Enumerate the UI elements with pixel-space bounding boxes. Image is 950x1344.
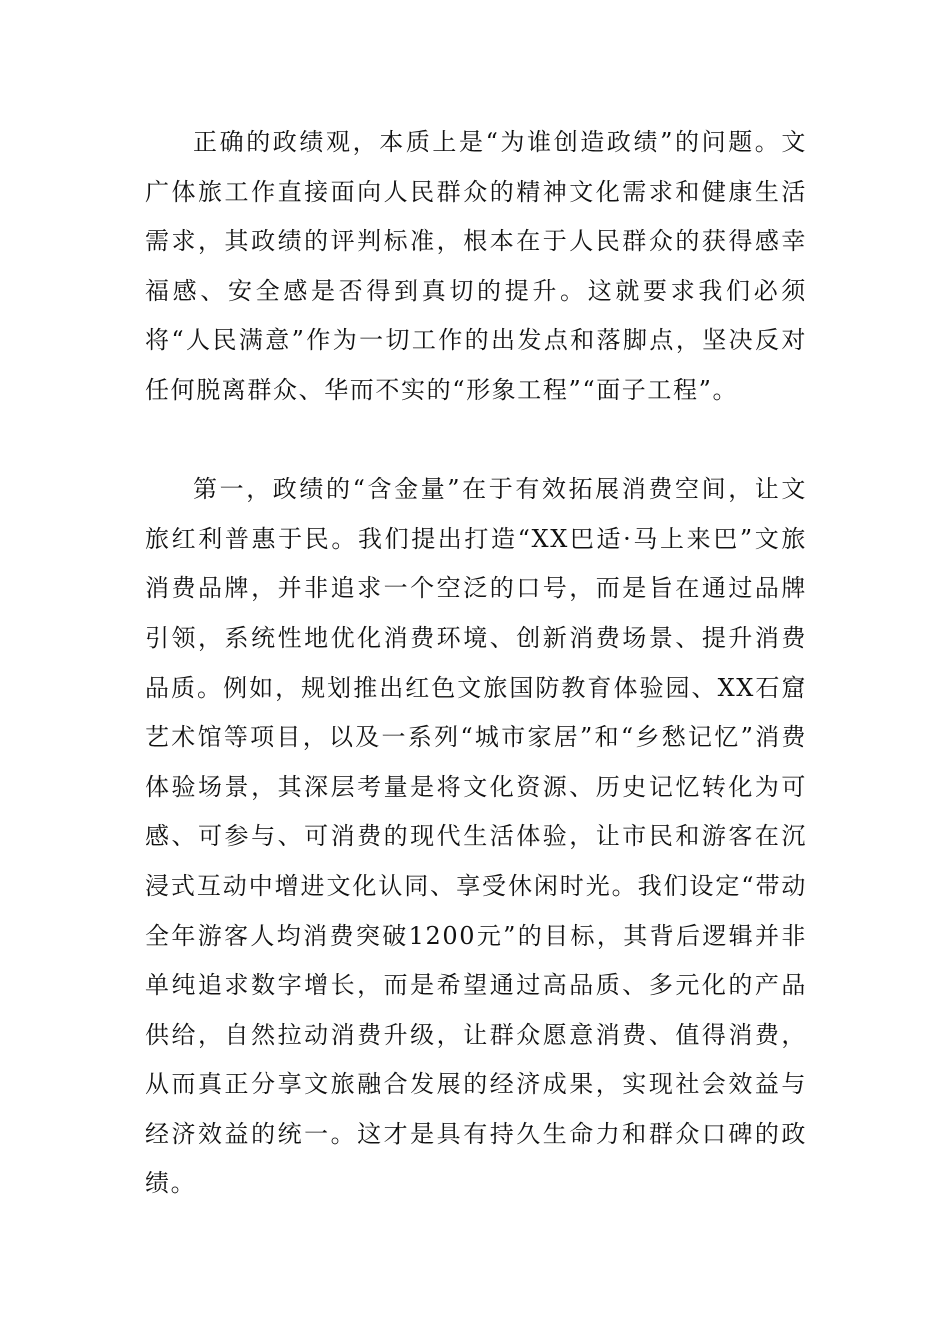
paragraph-political-achievement-view: 正确的政绩观，本质上是“为谁创造政绩”的问题。文广体旅工作直接面向人民群众的精神文化需求和健康生活需求，其政绩的评判标准，根本在于人民群众的获得感幸福感、安全感是否得到真切的提升。这就要求我们必须将“人民满意”作为一切工作的出发点和落脚点，坚决反对任何脱离群众、华而不实的“形象工程”“面子工程”。	[145, 128, 807, 404]
paragraph-consumption-space: 第一，政绩的“含金量”在于有效拓展消费空间，让文旅红利普惠于民。我们提出打造“XX巴适·马上来巴”文旅消费品牌，并非追求一个空泛的口号，而是旨在通过品牌引领，系统性地优化消费环境、创新消费场景、提升消费品质。例如，规划推出红色文旅国防教育体验园、XX石窟艺术馆等项目，以及一系列“城市家居”和“乡愁记忆”消费体验场景，其深层考量是将文化资源、历史记忆转化为可感、可参与、可消费的现代生活体验，让市民和游客在沉浸式互动中增进文化认同、享受休闲时光。我们设定“带动全年游客人均消费突破1200元”的目标，其背后逻辑并非单纯追求数字增长，而是希望通过高品质、多元化的产品供给，自然拉动消费升级，让群众愿意消费、值得消费，从而真正分享文旅融合发展的经济成果，实现社会效益与经济效益的统一。这才是具有持久生命力和群众口碑的政绩。	[145, 475, 807, 1198]
paragraph-spacer	[145, 416, 807, 466]
document-body	[145, 118, 807, 1209]
